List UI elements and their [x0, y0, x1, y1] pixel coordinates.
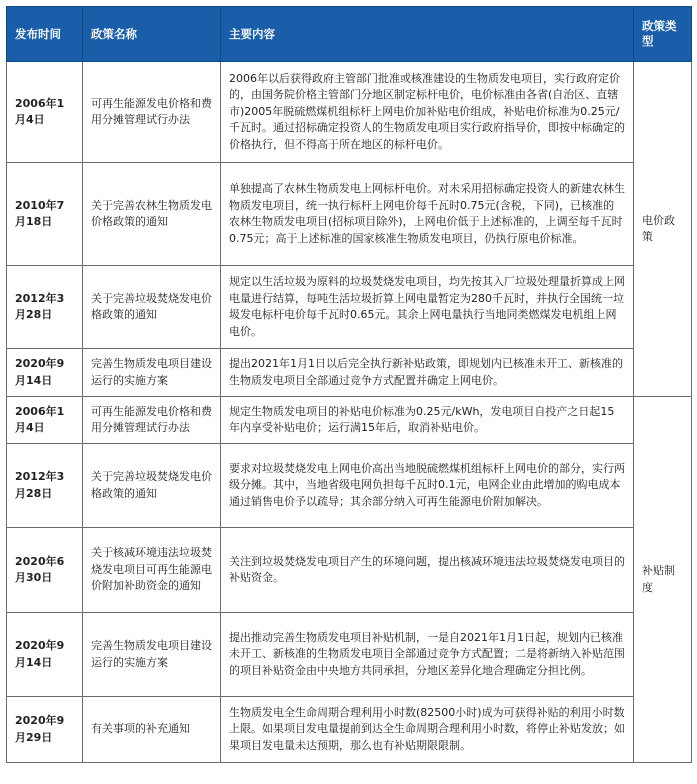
row-date: 2006年1月4日 — [7, 62, 83, 163]
table-row — [7, 528, 692, 613]
row-policy-name: 关于核减环境违法垃圾焚烧发电项目可再生能源电价附加补助资金的通知 — [83, 528, 221, 613]
row-date: 2020年9月14日 — [7, 613, 83, 697]
row-date: 2006年1月4日 — [7, 397, 83, 444]
row-policy-name: 可再生能源发电价格和费用分摊管理试行办法 — [83, 397, 221, 444]
header-name: 政策名称 — [83, 7, 221, 62]
row-policy-name: 关于完善垃圾焚烧发电价格政策的通知 — [83, 266, 221, 349]
header-row — [7, 7, 692, 62]
row-date: 2020年6月30日 — [7, 528, 83, 613]
row-date: 2012年3月28日 — [7, 266, 83, 349]
policy-table — [6, 6, 692, 763]
header-content: 主要内容 — [221, 7, 634, 62]
table-row — [7, 397, 692, 444]
row-date: 2012年3月28日 — [7, 444, 83, 528]
header-type: 政策类型 — [634, 7, 692, 62]
row-content: 关注到垃圾焚烧发电项目产生的环境问题，提出核减环境违法垃圾焚烧发电项目的补贴资金。 — [221, 528, 634, 613]
row-content: 提出2021年1月1日以后完全执行新补贴政策，即规划内已核准未开工、新核准的生物质发电项目全部通过竞争方式配置并确定上网电价。 — [221, 349, 634, 397]
header-date: 发布时间 — [7, 7, 83, 62]
table-row — [7, 444, 692, 528]
row-content: 要求对垃圾焚烧发电上网电价高出当地脱硫燃煤机组标杆上网电价的部分，实行两级分摊。其中，当地省级电网负担每千瓦时0.1元，电网企业由此增加的购电成本通过销售电价予以疏导；其余部分纳入可再生能源电价附加解决。 — [221, 444, 634, 528]
table-row — [7, 613, 692, 697]
row-date: 2020年9月29日 — [7, 697, 83, 763]
row-date: 2020年9月14日 — [7, 349, 83, 397]
table-row — [7, 349, 692, 397]
row-content: 提出推动完善生物质发电项目补贴机制，一是自2021年1月1日起，规划内已核准未开工、新核准的生物质发电项目全部通过竞争方式配置；二是将新纳入补贴范围的项目补贴资金由中央地方共同承担，分地区差异化地合理确定分担比例。 — [221, 613, 634, 697]
table-row — [7, 266, 692, 349]
row-policy-name: 可再生能源发电价格和费用分摊管理试行办法 — [83, 62, 221, 163]
row-policy-name: 关于完善农林生物质发电价格政策的通知 — [83, 163, 221, 266]
row-content: 规定以生活垃圾为原料的垃圾焚烧发电项目，均先按其入厂垃圾处理量折算成上网电量进行结算，每吨生活垃圾折算上网电量暂定为280千瓦时，并执行全国统一垃圾发电标杆电价每千瓦时0.65元。其余上网电量执行当地同类燃煤发电机组上网电价。 — [221, 266, 634, 349]
row-policy-name: 完善生物质发电项目建设运行的实施方案 — [83, 613, 221, 697]
policy-type-price: 电价政策 — [634, 62, 692, 397]
policy-type-subsidy: 补贴制度 — [634, 397, 692, 763]
table-row — [7, 697, 692, 763]
row-policy-name: 关于完善垃圾焚烧发电价格政策的通知 — [83, 444, 221, 528]
row-content: 单独提高了农林生物质发电上网标杆电价。对未采用招标确定投资人的新建农林生物质发电项目，统一执行标杆上网电价每千瓦时0.75元(含税，下同)，已核准的农林生物质发电项目(招标项目除外)，上网电价低于上述标准的，上调至每千瓦时0.75元；高于上述标准的国家核准生物质发电项目，仍执行原电价标准。 — [221, 163, 634, 266]
row-policy-name: 有关事项的补充通知 — [83, 697, 221, 763]
row-content: 规定生物质发电项目的补贴电价标准为0.25元/kWh，发电项目自投产之日起15年内享受补贴电价；运行满15年后，取消补贴电价。 — [221, 397, 634, 444]
row-content: 2006年以后获得政府主管部门批准或核准建设的生物质发电项目，实行政府定价的，由国务院价格主管部门分地区制定标杆电价，电价标准由各省(自治区、直辖市)2005年脱硫燃煤机组标杆上网电价加补贴电价组成，补贴电价标准为0.25元/千瓦时。通过招标确定投资人的生物质发电项目实行政府指导价，即按中标确定的价格执行，但不得高于所在地区的标杆电价。 — [221, 62, 634, 163]
table-row — [7, 62, 692, 163]
row-policy-name: 完善生物质发电项目建设运行的实施方案 — [83, 349, 221, 397]
table-row — [7, 163, 692, 266]
row-content: 生物质发电全生命周期合理利用小时数(82500小时)成为可获得补贴的利用小时数上限。如果项目发电量提前到达全生命周期合理利用小时数，将停止补贴发放；如果项目发电量未达预期，那么也有补贴期限限制。 — [221, 697, 634, 763]
row-date: 2010年7月18日 — [7, 163, 83, 266]
